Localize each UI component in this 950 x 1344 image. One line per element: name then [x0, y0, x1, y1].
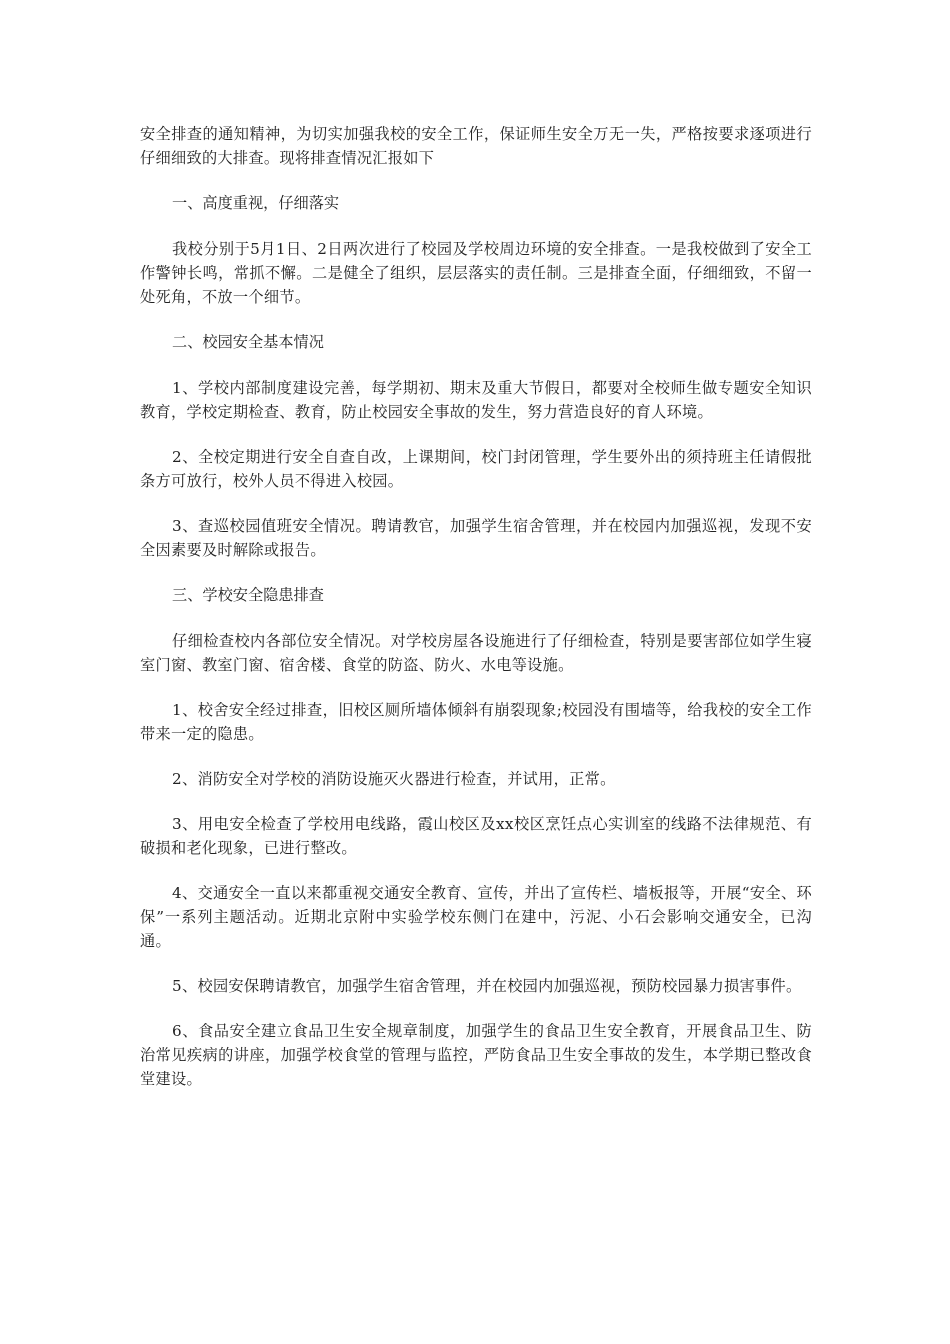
section-heading-1: 一、高度重视，仔细落实: [172, 194, 340, 212]
paragraph: 3、用电安全检查了学校用电线路，霞山校区及xx校区烹饪点心实训室的线路不法律规范、有破损和老化现象，已进行整改。: [140, 815, 812, 857]
intro-paragraph: 安全排查的通知精神，为切实加强我校的安全工作，保证师生安全万无一失，严格按要求逐项进行仔细细致的大排查。现将排查情况汇报如下: [140, 125, 812, 167]
paragraph: 仔细检查校内各部位安全情况。对学校房屋各设施进行了仔细检查，特别是要害部位如学生寝室门窗、教室门窗、宿舍楼、食堂的防盗、防火、水电等设施。: [140, 632, 812, 674]
section-heading-2: 二、校园安全基本情况: [172, 333, 324, 351]
section-heading-3: 三、学校安全隐患排查: [172, 586, 324, 604]
paragraph: 1、校舍安全经过排查，旧校区厕所墙体倾斜有崩裂现象;校园没有围墙等，给我校的安全工作带来一定的隐患。: [140, 701, 812, 743]
paragraph: 6、食品安全建立食品卫生安全规章制度，加强学生的食品卫生安全教育，开展食品卫生、防治常见疾病的讲座，加强学校食堂的管理与监控，严防食品卫生安全事故的发生，本学期已整改食堂建设。: [140, 1022, 812, 1088]
paragraph: 4、交通安全一直以来都重视交通安全教育、宣传，并出了宣传栏、墙板报等，开展“安全、环保”一系列主题活动。近期北京附中实验学校东侧门在建中，污泥、小石会影响交通安全，已沟通。: [140, 884, 812, 950]
paragraph: 1、学校内部制度建设完善，每学期初、期末及重大节假日，都要对全校师生做专题安全知识教育，学校定期检查、教育，防止校园安全事故的发生，努力营造良好的育人环境。: [140, 379, 812, 421]
paragraph: 3、查巡校园值班安全情况。聘请教官，加强学生宿舍管理，并在校园内加强巡视，发现不安全因素要及时解除或报告。: [140, 517, 812, 559]
document-body: [140, 122, 812, 1112]
paragraph: 2、全校定期进行安全自查自改，上课期间，校门封闭管理，学生要外出的须持班主任请假批条方可放行，校外人员不得进入校园。: [140, 448, 812, 490]
paragraph: 2、消防安全对学校的消防设施灭火器进行检查，并试用，正常。: [172, 770, 616, 788]
paragraph: 我校分别于5月1日、2日两次进行了校园及学校周边环境的安全排查。一是我校做到了安全工作警钟长鸣，常抓不懈。二是健全了组织，层层落实的责任制。三是排查全面，仔细细致，不留一处死角，不放一个细节。: [140, 240, 812, 306]
paragraph: 5、校园安保聘请教官，加强学生宿舍管理，并在校园内加强巡视，预防校园暴力损害事件。: [172, 977, 802, 995]
